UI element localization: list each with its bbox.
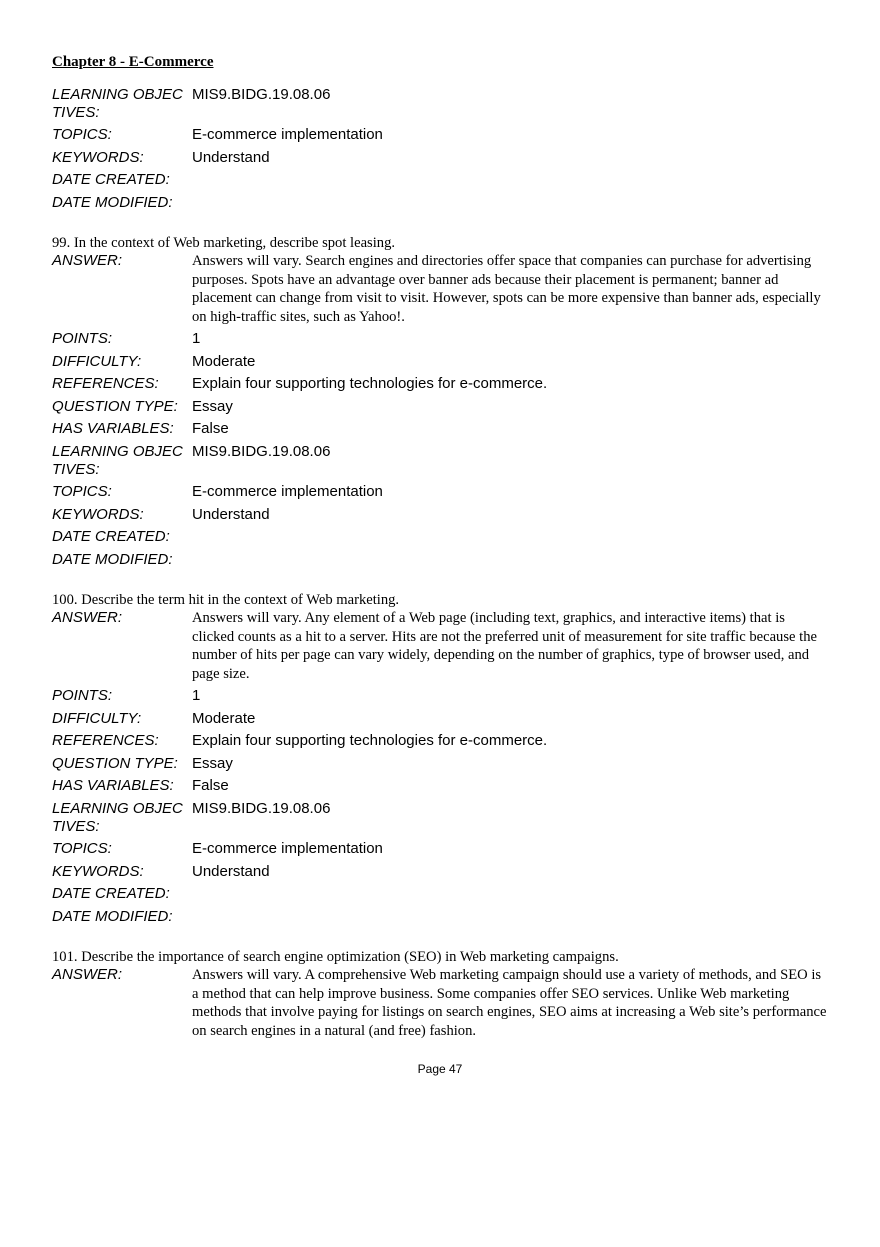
question-type-row — [52, 398, 828, 421]
date-modified-row — [52, 194, 828, 217]
learning-objectives-row — [52, 86, 828, 126]
date-created-row — [52, 528, 828, 551]
date-created-row — [52, 171, 828, 194]
date-modified-label: DATE MODIFIED: — [52, 550, 173, 568]
topics-label: TOPICS: — [52, 126, 112, 143]
question-type-value: Essay — [192, 397, 233, 415]
keywords-row — [52, 863, 828, 886]
points-value: 1 — [192, 330, 201, 347]
learning-objectives-row — [52, 443, 828, 483]
question-block-99 — [52, 234, 828, 573]
points-value: 1 — [192, 686, 201, 704]
topics-label: TOPICS: — [52, 839, 112, 857]
question-type-label: QUESTION TYPE: — [52, 754, 178, 772]
has-variables-value: False — [192, 777, 229, 795]
document-page — [52, 52, 828, 1044]
difficulty-label: DIFFICULTY: — [52, 709, 142, 727]
question-text: 100. Describe the term hit in the context of Web marketing. — [52, 592, 400, 609]
references-row — [52, 375, 828, 398]
chapter-title: Chapter 8 - E-Commerce — [52, 54, 214, 70]
question-block-98-tail — [52, 86, 828, 216]
answer-row — [52, 252, 828, 326]
references-value: Explain four supporting technologies for e-commerce. — [192, 375, 548, 393]
date-created-label: DATE CREATED: — [52, 171, 170, 189]
keywords-value: Understand — [192, 148, 270, 166]
has-variables-row — [52, 777, 828, 800]
keywords-value: Understand — [192, 862, 270, 880]
question-type-label: QUESTION TYPE: — [52, 397, 178, 415]
points-label: POINTS: — [52, 330, 113, 347]
difficulty-value: Moderate — [192, 709, 256, 727]
has-variables-label: HAS VARIABLES: — [52, 420, 174, 438]
keywords-label: KEYWORDS: — [52, 505, 144, 523]
topics-row — [52, 840, 828, 863]
question-type-row — [52, 755, 828, 778]
answer-row — [52, 609, 828, 683]
references-label: REFERENCES: — [52, 375, 159, 393]
answer-text: Answers will vary. Any element of a Web page (including text, graphics, and interactive items) that is clicked counts as a hit to a server. Hits are not the preferred unit of measurement for site traffic because the number of hits per page can vary widely, depending on the number of graphics, type of browser used, and page size. — [192, 610, 817, 682]
keywords-label: KEYWORDS: — [52, 862, 144, 880]
answer-label: ANSWER: — [52, 966, 123, 984]
page-number: Page 47 — [417, 1062, 463, 1076]
answer-label: ANSWER: — [52, 609, 123, 627]
topics-label: TOPICS: — [52, 482, 112, 500]
answer-label: ANSWER: — [52, 252, 123, 270]
references-value: Explain four supporting technologies for e-commerce. — [192, 732, 548, 750]
learning-objectives-label: LEARNING OBJECTIVES: — [52, 86, 183, 121]
topics-value: E-commerce implementation — [192, 482, 383, 500]
learning-objectives-value: MIS9.BIDG.19.08.06 — [192, 799, 331, 817]
date-modified-label: DATE MODIFIED: — [52, 193, 173, 211]
date-created-row — [52, 885, 828, 908]
question-text: 101. Describe the importance of search engine optimization (SEO) in Web marketing campaigns. — [52, 949, 619, 966]
keywords-row — [52, 149, 828, 172]
difficulty-row — [52, 353, 828, 376]
points-label: POINTS: — [52, 686, 113, 704]
topics-value: E-commerce implementation — [192, 126, 383, 143]
date-created-label: DATE CREATED: — [52, 885, 170, 903]
difficulty-label: DIFFICULTY: — [52, 352, 142, 370]
topics-row — [52, 483, 828, 506]
answer-text: Answers will vary. Search engines and directories offer space that companies can purchase for advertising purposes. Spots have an advantage over banner ads because their placement is permanent; banner ad placement can change from visit to visit. However, spots can be more expensive than banner ads, especially on high-traffic sites, such as Yahoo!. — [192, 253, 821, 325]
question-text: 99. In the context of Web marketing, describe spot leasing. — [52, 235, 396, 252]
has-variables-value: False — [192, 420, 229, 438]
topics-value: E-commerce implementation — [192, 839, 383, 857]
question-block-101 — [52, 948, 828, 1040]
keywords-row — [52, 506, 828, 529]
difficulty-value: Moderate — [192, 352, 256, 370]
date-modified-row — [52, 908, 828, 931]
topics-row — [52, 126, 828, 149]
answer-row — [52, 966, 828, 1040]
date-modified-label: DATE MODIFIED: — [52, 907, 173, 925]
keywords-label: KEYWORDS: — [52, 148, 144, 166]
question-type-value: Essay — [192, 754, 233, 772]
has-variables-label: HAS VARIABLES: — [52, 777, 174, 795]
learning-objectives-value: MIS9.BIDG.19.08.06 — [192, 442, 331, 460]
difficulty-row — [52, 710, 828, 733]
points-row — [52, 687, 828, 710]
learning-objectives-value: MIS9.BIDG.19.08.06 — [192, 86, 331, 103]
has-variables-row — [52, 420, 828, 443]
learning-objectives-label: LEARNING OBJECTIVES: — [52, 799, 183, 835]
learning-objectives-row — [52, 800, 828, 840]
references-row — [52, 732, 828, 755]
keywords-value: Understand — [192, 505, 270, 523]
question-block-100 — [52, 591, 828, 930]
learning-objectives-label: LEARNING OBJECTIVES: — [52, 442, 183, 478]
answer-text: Answers will vary. A comprehensive Web marketing campaign should use a variety of methods, and SEO is a method that can help improve business. Some companies offer SEO services. Unlike Web marketing methods that involve paying for listings on search engines, SEO aims at increasing a Web site’s performance on search engines in a natural (and free) fashion. — [192, 967, 827, 1039]
points-row — [52, 330, 828, 353]
references-label: REFERENCES: — [52, 732, 159, 750]
date-created-label: DATE CREATED: — [52, 528, 170, 546]
date-modified-row — [52, 551, 828, 574]
